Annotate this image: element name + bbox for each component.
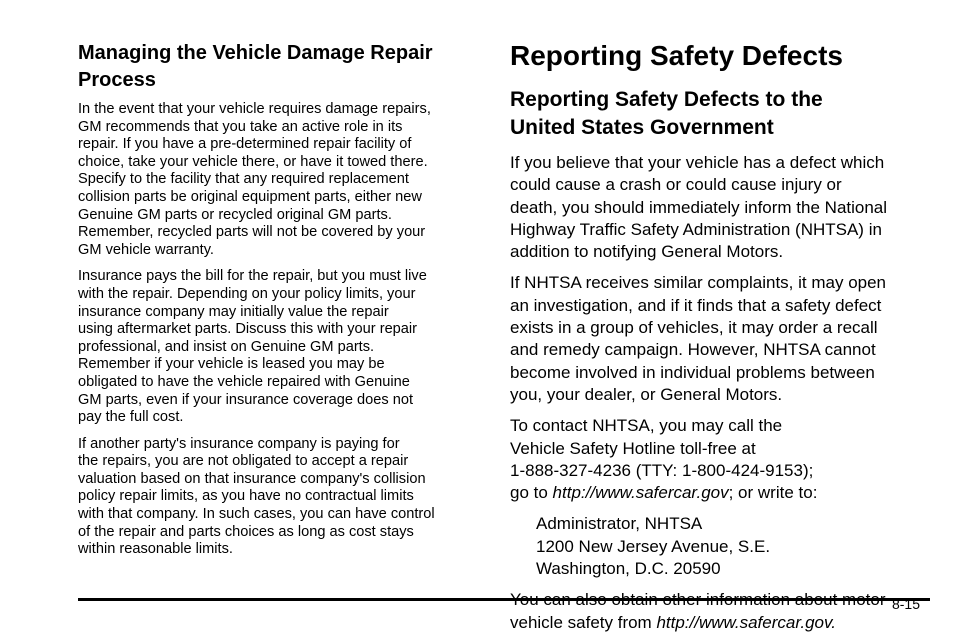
text-line: Insurance pays the bill for the repair, but you must live bbox=[78, 268, 427, 285]
text-line: GM parts, even if your insurance coverage does not bbox=[78, 391, 414, 408]
text-line: Specify to the facility that any required replacement bbox=[78, 171, 409, 188]
text-line: you, your dealer, or General Motors. bbox=[510, 384, 783, 404]
heading-line: Reporting Safety Defects to the bbox=[510, 88, 823, 111]
text-line: Vehicle Safety Hotline toll-free at bbox=[510, 438, 756, 458]
text-line: vehicle safety from bbox=[510, 612, 657, 632]
text-line: and remedy campaign. However, NHTSA cannot bbox=[510, 340, 876, 360]
text-line: collision parts be original equipment parts, either new bbox=[78, 188, 422, 205]
text-line: GM recommends that you take an active role in its bbox=[78, 118, 403, 135]
text-line: Remember, recycled parts will not be covered by your bbox=[78, 224, 426, 241]
text-line: Remember if your vehicle is leased you may be bbox=[78, 356, 385, 373]
text-line: within reasonable limits. bbox=[78, 541, 233, 558]
text-line: death, you should immediately inform the National bbox=[510, 197, 888, 217]
right-column bbox=[510, 38, 930, 643]
safercar-link[interactable]: http://www.safercar.gov. bbox=[656, 612, 836, 632]
paragraph bbox=[510, 152, 930, 263]
text-line: repair. If you have a pre-determined repair facility of bbox=[78, 136, 412, 153]
text-line: GM vehicle warranty. bbox=[78, 241, 214, 258]
text-line: go to bbox=[510, 483, 553, 503]
text-line: valuation based on that insurance company's collision bbox=[78, 470, 426, 487]
text-line: choice, take your vehicle there, or have it towed there. bbox=[78, 153, 428, 170]
section-heading bbox=[510, 86, 930, 142]
paragraph bbox=[78, 268, 480, 426]
text-line: In the event that your vehicle requires damage repairs, bbox=[78, 101, 431, 117]
text-line: exists in a group of vehicles, it may order a recall bbox=[510, 318, 878, 338]
right-body bbox=[510, 152, 930, 634]
heading-line: United States Government bbox=[510, 116, 774, 139]
text-line: If NHTSA receives similar complaints, it may open bbox=[510, 273, 887, 293]
text-line: using aftermarket parts. Discuss this with your repair bbox=[78, 321, 418, 338]
paragraph bbox=[510, 272, 930, 406]
text-line: insurance company may initially value the repair bbox=[78, 303, 389, 320]
text-line: obligated to have the vehicle repaired with Genuine bbox=[78, 373, 410, 390]
text-line: If you believe that your vehicle has a defect which bbox=[510, 153, 885, 172]
text-line: ; or write to: bbox=[728, 483, 818, 503]
text-line: professional, and insist on Genuine GM parts. bbox=[78, 338, 375, 355]
paragraph bbox=[78, 101, 480, 259]
text-line: To contact NHTSA, you may call the bbox=[510, 416, 783, 436]
text-line: 1-888-327-4236 (TTY: 1-800-424-9153); bbox=[510, 460, 814, 480]
text-line: Highway Traffic Safety Administration (NHTSA) in bbox=[510, 219, 882, 239]
text-line: addition to notifying General Motors. bbox=[510, 242, 784, 262]
paragraph bbox=[78, 436, 480, 559]
page-number: 8-15 bbox=[891, 596, 920, 612]
text-line: Genuine GM parts or recycled original GM parts. bbox=[78, 206, 392, 223]
text-line: with the repair. Depending on your policy limits, your bbox=[78, 285, 416, 302]
footer-rule bbox=[78, 598, 930, 601]
paragraph bbox=[510, 415, 930, 504]
heading-line: Managing the Vehicle Damage Repair bbox=[78, 42, 433, 64]
text-line: of the repair and parts choices as long as cost stays bbox=[78, 523, 414, 540]
safercar-link[interactable]: http://www.safercar.gov bbox=[552, 483, 729, 503]
section-heading bbox=[78, 40, 480, 94]
text-line: could cause a crash or could cause injury or bbox=[510, 175, 842, 195]
address-line: 1200 New Jersey Avenue, S.E. bbox=[536, 536, 771, 556]
address-line: Administrator, NHTSA bbox=[536, 514, 703, 534]
mailing-address bbox=[536, 513, 930, 580]
heading-line: Process bbox=[78, 69, 156, 91]
address-line: Washington, D.C. 20590 bbox=[536, 559, 721, 579]
page-title: Reporting Safety Defects bbox=[510, 40, 843, 71]
left-column bbox=[78, 40, 480, 568]
text-line: If another party's insurance company is paying for bbox=[78, 435, 400, 452]
text-line: an investigation, and if it finds that a safety defect bbox=[510, 295, 882, 315]
text-line: with that company. In such cases, you can have control bbox=[78, 506, 435, 523]
paragraph bbox=[510, 589, 930, 634]
text-line: become involved in individual problems between bbox=[510, 362, 875, 382]
text-line: pay the full cost. bbox=[78, 409, 184, 426]
text-line: the repairs, you are not obligated to accept a repair bbox=[78, 453, 409, 470]
text-line: policy repair limits, as you have no contractual limits bbox=[78, 488, 414, 505]
left-body bbox=[78, 101, 480, 559]
